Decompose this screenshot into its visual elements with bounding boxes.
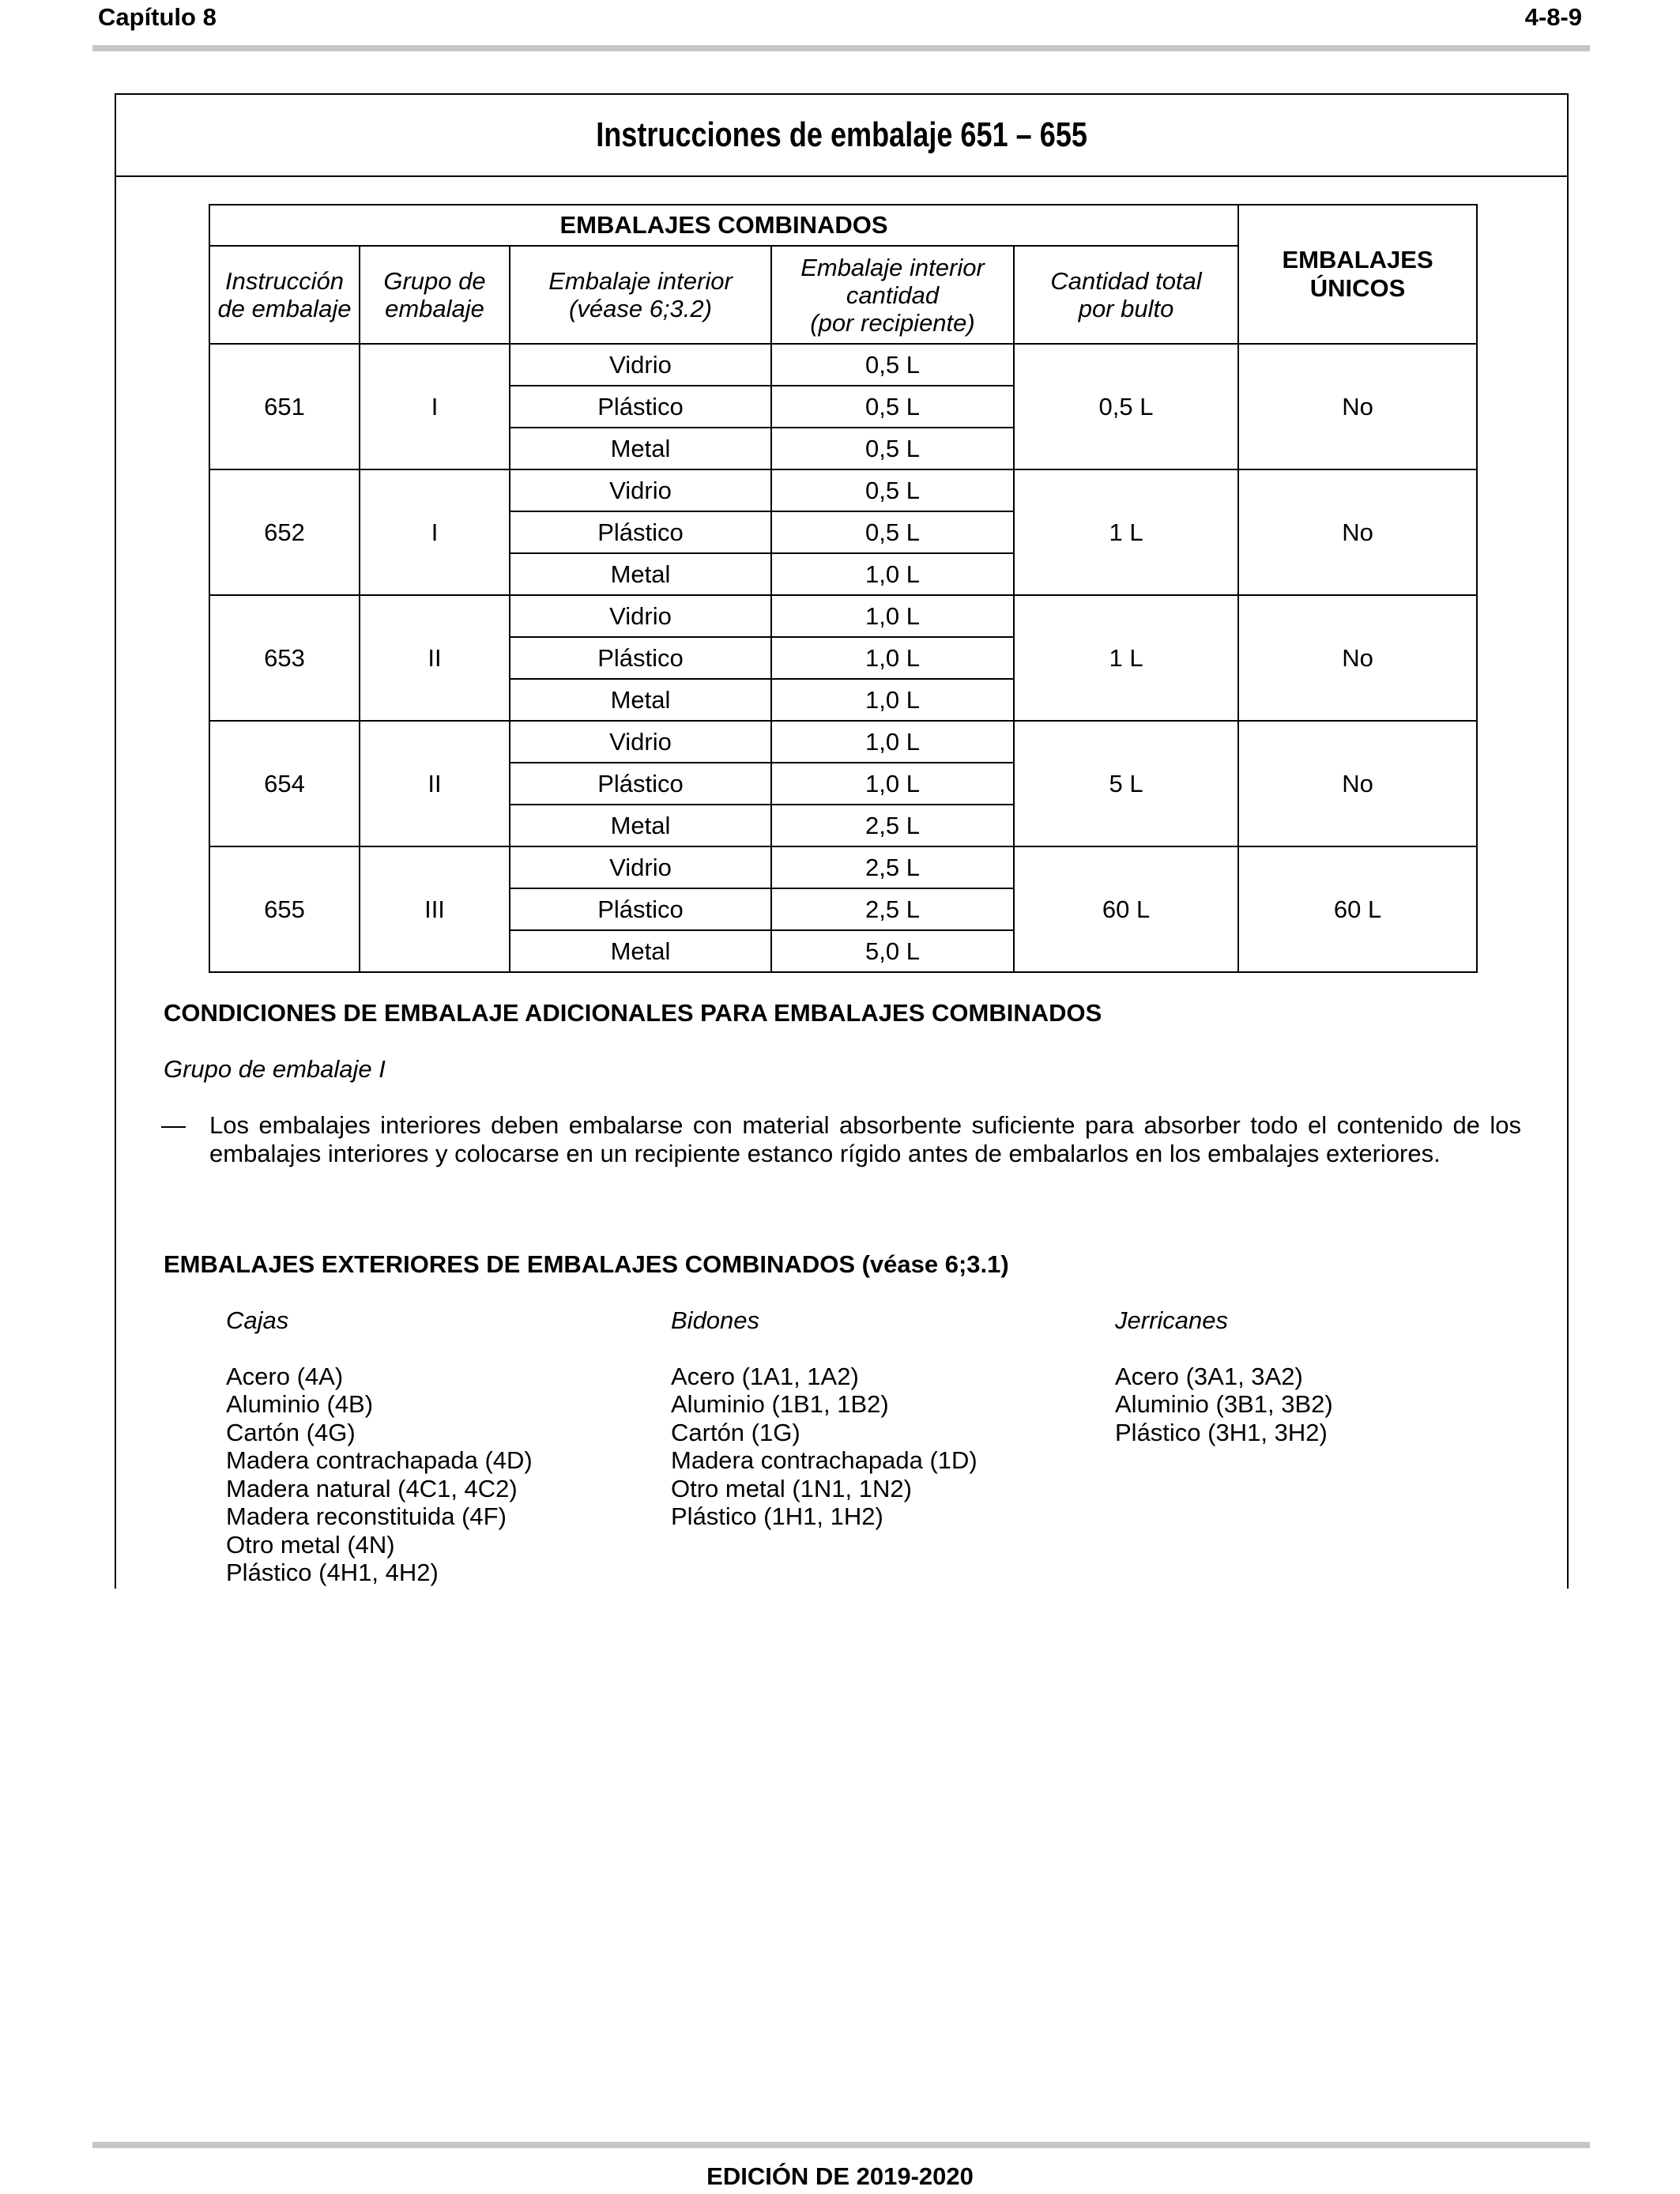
outer-column-jerricans bbox=[1115, 1306, 1333, 1446]
col-header-group bbox=[360, 246, 510, 344]
list-item: Aluminio (4B) bbox=[226, 1390, 374, 1418]
col-header-line: Grupo de bbox=[383, 267, 486, 295]
list-item: Acero (1A1, 1A2) bbox=[671, 1362, 859, 1390]
inner-material-cell: Metal bbox=[510, 930, 771, 972]
inner-material-cell: Plástico bbox=[510, 386, 771, 428]
packing-group-cell: II bbox=[360, 721, 510, 846]
outer-column-title: Bidones bbox=[671, 1306, 760, 1334]
inner-quantity-cell: 2,5 L bbox=[771, 846, 1014, 888]
title-bar bbox=[116, 95, 1567, 177]
packing-group-cell: II bbox=[360, 595, 510, 721]
inner-quantity-cell: 1,0 L bbox=[771, 553, 1014, 595]
total-quantity-cell: 0,5 L bbox=[1014, 344, 1238, 469]
instruction-cell: 652 bbox=[209, 469, 360, 595]
outer-column-items bbox=[671, 1363, 977, 1531]
inner-material-cell: Vidrio bbox=[510, 344, 771, 386]
outer-column-boxes bbox=[226, 1306, 533, 1587]
condition-bullet-text: Los embalajes interiores deben embalarse con material absorbente suficiente para absorber todo el contenido de los embalajes interiores y colocarse en un recipiente estanco rígido antes de embalarlos en los embalajes exteriores. bbox=[209, 1111, 1521, 1167]
inner-material-cell: Plástico bbox=[510, 763, 771, 805]
instruction-cell: 651 bbox=[209, 344, 360, 469]
bullet-dash: — bbox=[161, 1111, 186, 1139]
single-packaging-cell: No bbox=[1238, 344, 1477, 469]
instruction-cell: 655 bbox=[209, 846, 360, 972]
packing-group-cell: I bbox=[360, 469, 510, 595]
single-header-line-2: ÚNICOS bbox=[1309, 274, 1406, 302]
inner-material-cell: Plástico bbox=[510, 637, 771, 679]
inner-quantity-cell: 2,5 L bbox=[771, 888, 1014, 930]
col-header-line: Embalaje interior bbox=[800, 253, 985, 281]
inner-quantity-cell: 0,5 L bbox=[771, 428, 1014, 469]
list-item: Aluminio (3B1, 3B2) bbox=[1115, 1390, 1333, 1418]
inner-quantity-cell: 1,0 L bbox=[771, 679, 1014, 721]
outer-column-drums bbox=[671, 1306, 977, 1531]
inner-quantity-cell: 1,0 L bbox=[771, 637, 1014, 679]
table-row bbox=[209, 344, 1477, 386]
col-header-line: (por recipiente) bbox=[810, 308, 975, 337]
inner-material-cell: Vidrio bbox=[510, 721, 771, 763]
single-packagings-header bbox=[1238, 205, 1477, 344]
packing-group-cell: I bbox=[360, 344, 510, 469]
inner-material-cell: Metal bbox=[510, 553, 771, 595]
single-packaging-cell: 60 L bbox=[1238, 846, 1477, 972]
list-item: Plástico (4H1, 4H2) bbox=[226, 1559, 439, 1586]
inner-material-cell: Vidrio bbox=[510, 846, 771, 888]
table-row bbox=[209, 846, 1477, 888]
total-quantity-cell: 1 L bbox=[1014, 469, 1238, 595]
list-item: Otro metal (4N) bbox=[226, 1530, 395, 1559]
col-header-line: (véase 6;3.2) bbox=[569, 295, 712, 322]
col-header-line: cantidad bbox=[846, 281, 940, 309]
list-item: Aluminio (1B1, 1B2) bbox=[671, 1390, 889, 1418]
inner-material-cell: Metal bbox=[510, 805, 771, 846]
instruction-cell: 654 bbox=[209, 721, 360, 846]
list-item: Acero (3A1, 3A2) bbox=[1115, 1362, 1303, 1390]
list-item: Madera natural (4C1, 4C2) bbox=[226, 1474, 518, 1502]
inner-material-cell: Metal bbox=[510, 428, 771, 469]
page-number: 4-8-9 bbox=[1524, 3, 1582, 31]
col-header-line: de embalaje bbox=[217, 295, 352, 322]
footer-divider bbox=[92, 2142, 1590, 2148]
page-title: Instrucciones de embalaje 651 – 655 bbox=[596, 115, 1087, 154]
inner-quantity-cell: 1,0 L bbox=[771, 763, 1014, 805]
col-header-inner-quantity bbox=[771, 246, 1014, 344]
list-item: Plástico (3H1, 3H2) bbox=[1115, 1418, 1328, 1446]
list-item: Madera contrachapada (1D) bbox=[671, 1446, 977, 1474]
inner-quantity-cell: 2,5 L bbox=[771, 805, 1014, 846]
list-item: Madera reconstituida (4F) bbox=[226, 1502, 507, 1530]
conditions-heading: CONDICIONES DE EMBALAJE ADICIONALES PARA EMBALAJES COMBINADOS bbox=[164, 999, 1102, 1027]
outer-column-items bbox=[1115, 1363, 1333, 1447]
col-header-instruction bbox=[209, 246, 360, 344]
col-header-line: embalaje bbox=[385, 295, 484, 322]
inner-material-cell: Plástico bbox=[510, 888, 771, 930]
inner-material-cell: Vidrio bbox=[510, 595, 771, 637]
packing-group-cell: III bbox=[360, 846, 510, 972]
total-quantity-cell: 60 L bbox=[1014, 846, 1238, 972]
inner-quantity-cell: 0,5 L bbox=[771, 469, 1014, 511]
header-divider bbox=[92, 45, 1590, 51]
col-header-line: Instrucción bbox=[225, 267, 344, 295]
inner-material-cell: Vidrio bbox=[510, 469, 771, 511]
inner-quantity-cell: 1,0 L bbox=[771, 595, 1014, 637]
col-header-line: por bulto bbox=[1078, 295, 1174, 322]
col-header-total-quantity bbox=[1014, 246, 1238, 344]
total-quantity-cell: 1 L bbox=[1014, 595, 1238, 721]
col-header-line: Embalaje interior bbox=[548, 267, 733, 295]
single-packaging-cell: No bbox=[1238, 469, 1477, 595]
single-packaging-cell: No bbox=[1238, 721, 1477, 846]
packing-table bbox=[209, 204, 1478, 973]
inner-material-cell: Plástico bbox=[510, 511, 771, 553]
list-item: Acero (4A) bbox=[226, 1362, 344, 1390]
packing-group-subheading: Grupo de embalaje I bbox=[164, 1055, 386, 1083]
inner-material-cell: Metal bbox=[510, 679, 771, 721]
combined-packagings-header: EMBALAJES COMBINADOS bbox=[209, 205, 1238, 246]
outer-packagings-heading: EMBALAJES EXTERIORES DE EMBALAJES COMBINADOS (véase 6;3.1) bbox=[164, 1250, 1009, 1278]
total-quantity-cell: 5 L bbox=[1014, 721, 1238, 846]
inner-quantity-cell: 0,5 L bbox=[771, 344, 1014, 386]
table-row bbox=[209, 595, 1477, 637]
list-item: Otro metal (1N1, 1N2) bbox=[671, 1474, 912, 1502]
outer-column-title: Jerricanes bbox=[1115, 1306, 1228, 1334]
inner-quantity-cell: 1,0 L bbox=[771, 721, 1014, 763]
inner-quantity-cell: 0,5 L bbox=[771, 511, 1014, 553]
col-header-inner-packaging bbox=[510, 246, 771, 344]
list-item: Cartón (4G) bbox=[226, 1418, 356, 1446]
inner-quantity-cell: 5,0 L bbox=[771, 930, 1014, 972]
col-header-line: Cantidad total bbox=[1050, 267, 1202, 295]
list-item: Plástico (1H1, 1H2) bbox=[671, 1502, 883, 1530]
single-header-line-1: EMBALAJES bbox=[1282, 246, 1433, 273]
single-packaging-cell: No bbox=[1238, 595, 1477, 721]
table-row bbox=[209, 721, 1477, 763]
instruction-cell: 653 bbox=[209, 595, 360, 721]
table-row bbox=[209, 469, 1477, 511]
outer-column-title: Cajas bbox=[226, 1306, 289, 1334]
outer-column-items bbox=[226, 1363, 533, 1587]
list-item: Madera contrachapada (4D) bbox=[226, 1446, 533, 1474]
inner-quantity-cell: 0,5 L bbox=[771, 386, 1014, 428]
edition-footer: EDICIÓN DE 2019-2020 bbox=[706, 2162, 974, 2190]
chapter-label: Capítulo 8 bbox=[98, 3, 217, 31]
list-item: Cartón (1G) bbox=[671, 1418, 800, 1446]
